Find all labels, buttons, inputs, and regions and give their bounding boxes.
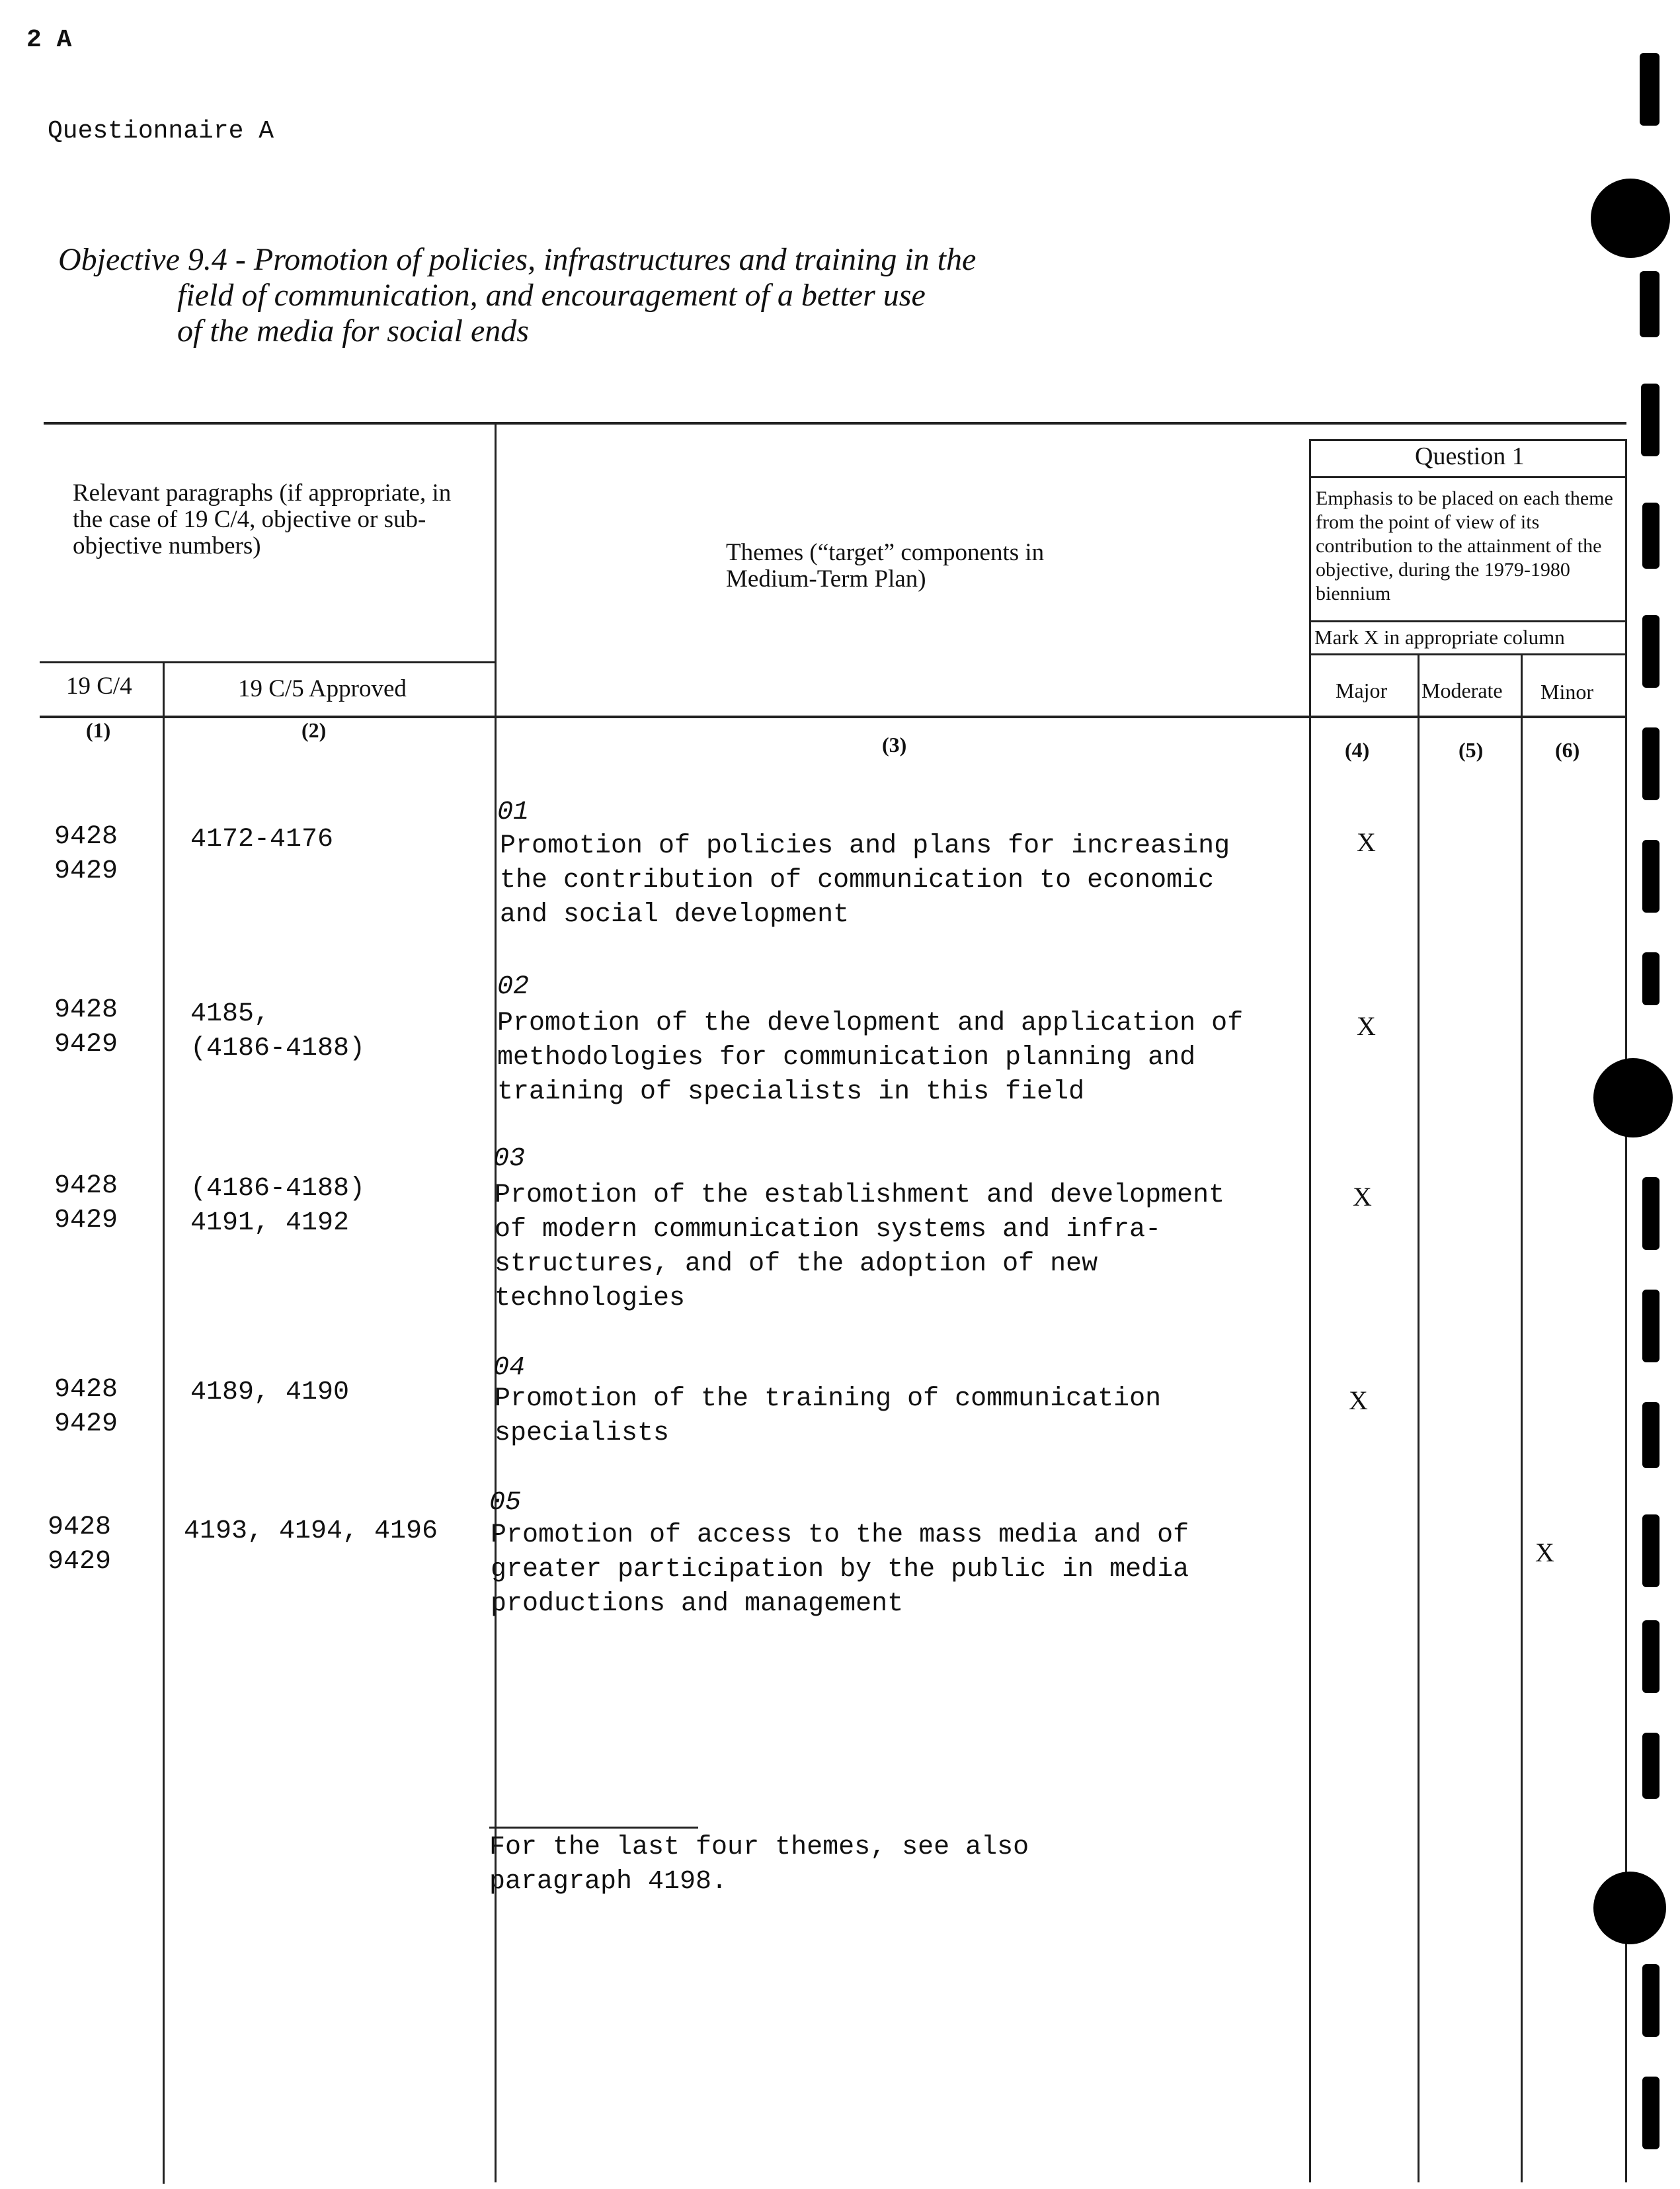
row-2-c5: 4185, (4186-4188) [190, 999, 366, 1063]
row-5-c5: 4193, 4194, 4196 [184, 1516, 438, 1546]
objective-line-2: field of communication, and encouragement of a better use [58, 278, 926, 313]
row-4-major: X [1349, 1385, 1368, 1415]
footnote-rule [489, 1827, 698, 1829]
row-1-c5: 4172-4176 [190, 825, 334, 854]
row-5-theme: Promotion of access to the mass media and of greater participation by the public in media productions and management [491, 1520, 1189, 1619]
edge-tab-10 [1642, 1290, 1660, 1362]
mark-instruction-top [1310, 620, 1626, 622]
edge-tab-14 [1642, 1733, 1660, 1799]
moderate-heading: Moderate [1421, 679, 1503, 702]
vline-col5 [1418, 655, 1420, 2182]
edge-tab-5 [1642, 615, 1660, 688]
col-number-2: (2) [301, 718, 327, 742]
row-3-theme: Promotion of the establishment and development of modern communication systems and infra- structures, and of the adoption of new technologies [495, 1180, 1225, 1313]
edge-tab-12 [1642, 1514, 1660, 1587]
edge-tab-3 [1641, 384, 1660, 456]
binder-hole-1 [1591, 179, 1670, 258]
edge-tab-16 [1642, 2077, 1660, 2149]
row-3-number: 03 [493, 1144, 526, 1174]
row-5-c4: 9428 9429 [48, 1512, 112, 1577]
row-3-c5: (4186-4188) 4191, 4192 [190, 1174, 366, 1238]
edge-tab-4 [1642, 503, 1660, 569]
page-label: 2 A [26, 26, 72, 54]
row-4-theme: Promotion of the training of communication specialists [495, 1384, 1162, 1448]
col-number-5: (5) [1459, 738, 1484, 762]
edge-tab-2 [1640, 271, 1660, 337]
edge-tab-13 [1642, 1620, 1660, 1693]
vline-col4 [1309, 439, 1311, 2182]
header-bottom-rule [40, 716, 1626, 718]
row-4-c5: 4189, 4190 [190, 1378, 350, 1407]
emphasis-text: Emphasis to be placed on each theme from the point of view of its contribution to the attainment of the objective, during the 1979-1980 biennium [1316, 487, 1619, 604]
mark-instruction: Mark X in appropriate column [1314, 626, 1565, 649]
binder-hole-3 [1593, 1872, 1666, 1944]
edge-tab-1 [1640, 53, 1660, 126]
col1-heading: 19 C/4 [66, 673, 132, 700]
row-2-number: 02 [497, 972, 530, 1002]
row-1-c4: 9428 9429 [54, 822, 118, 886]
major-heading: Major [1336, 679, 1388, 702]
row-2-major: X [1357, 1011, 1376, 1041]
row-5-minor: X [1535, 1538, 1554, 1567]
col-number-6: (6) [1555, 738, 1580, 762]
row-3-major: X [1353, 1182, 1372, 1212]
edge-tab-15 [1642, 1964, 1660, 2037]
edge-tab-11 [1642, 1402, 1660, 1468]
edge-tab-8 [1642, 952, 1660, 1005]
question-heading: Question 1 [1415, 442, 1525, 470]
edge-tab-7 [1642, 840, 1660, 913]
edge-tab-9 [1642, 1177, 1660, 1250]
col-number-4: (4) [1345, 738, 1370, 762]
mark-instruction-bottom [1310, 653, 1626, 655]
row-2-c4: 9428 9429 [54, 995, 118, 1059]
col-number-3: (3) [882, 733, 907, 757]
col-number-1: (1) [86, 718, 111, 742]
row-1-theme: Promotion of policies and plans for increasing the contribution of communication to economic and social development [500, 831, 1230, 930]
binder-hole-2 [1593, 1058, 1673, 1137]
col2-heading: 19 C/5 Approved [238, 675, 407, 702]
question-box-top [1310, 439, 1626, 441]
col12-header-rule [40, 661, 496, 663]
minor-heading: Minor [1540, 680, 1593, 704]
row-2-theme: Promotion of the development and application of methodologies for communication planning and training of specialists in this field [497, 1009, 1244, 1107]
vline-col2 [163, 663, 165, 2184]
row-4-number: 04 [493, 1353, 526, 1383]
relevant-paragraphs-heading: Relevant paragraphs (if appropriate, in the case of 19 C/4, objective or sub-objective numbers) [73, 479, 458, 559]
top-rule [44, 422, 1626, 425]
row-5-number: 05 [489, 1488, 522, 1518]
themes-heading: Themes (“target” components in Medium-Term Plan) [726, 539, 1051, 593]
row-3-c4: 9428 9429 [54, 1171, 118, 1235]
row-4-c4: 9428 9429 [54, 1375, 118, 1439]
row-1-number: 01 [497, 798, 530, 827]
objective-line-3: of the media for social ends [58, 313, 529, 349]
vline-col6 [1521, 655, 1523, 2182]
edge-tab-6 [1642, 727, 1660, 800]
row-1-major: X [1357, 827, 1376, 857]
question-box-under-title [1310, 476, 1626, 478]
questionnaire-title: Questionnaire A [48, 117, 274, 145]
objective-line-1: Objective 9.4 - Promotion of policies, infrastructures and training in the [58, 242, 977, 277]
footnote: For the last four themes, see also paragraph 4198. [489, 1833, 1029, 1897]
